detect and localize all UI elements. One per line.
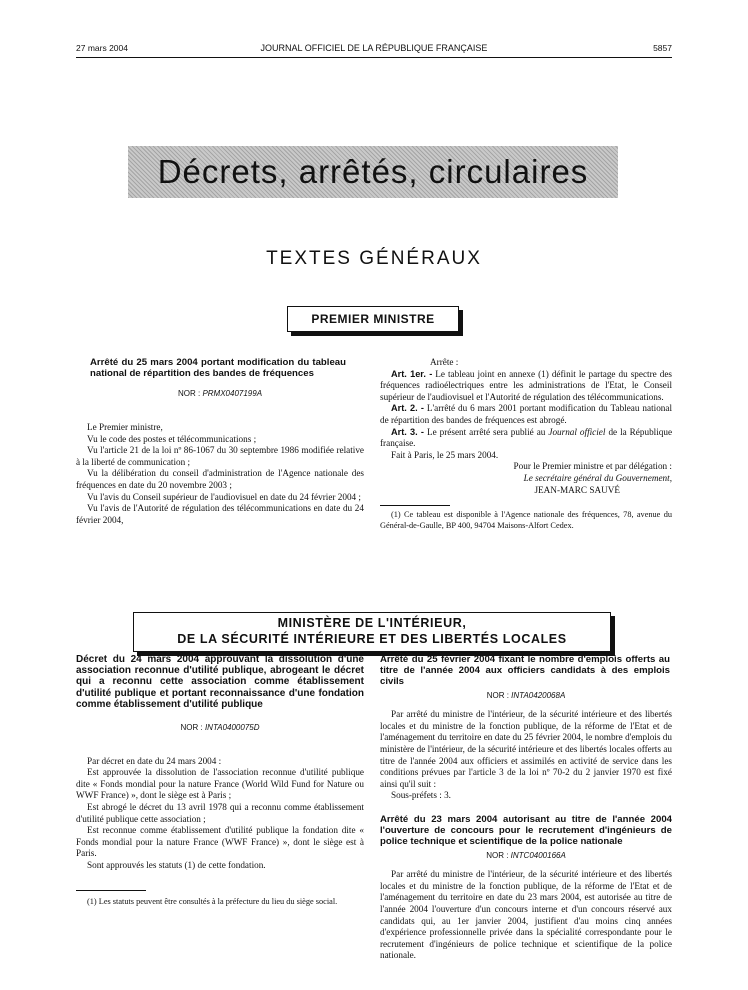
decret-para: Est approuvée la dissolution de l'association reconnue d'utilité publique dite « Fonds mondial pour la nature France (World Wild Fund for Nature ou WWF France) », dont le siège est à Paris ; (76, 767, 364, 801)
decret-para: Par décret en date du 24 mars 2004 : (87, 755, 222, 766)
arrete1-right-column (380, 357, 672, 531)
ministry-box-premier-ministre (287, 306, 459, 332)
header-date: 27 mars 2004 (76, 43, 128, 53)
nor-code: INTA0400075D (204, 723, 260, 733)
header-rule (76, 57, 672, 58)
signature-name: JEAN-MARC SAUVÉ (534, 484, 620, 495)
article-1-text: Le tableau joint en annexe (1) définit le partage du spectre des fréquences radioélectriques entre les administrations de l'Etat, le Conseil supérieur de l'audiovisuel et l'Autorité de régulation des télécommunications. (380, 368, 672, 402)
footnote-rule (76, 890, 146, 891)
decret-para: Est abrogé le décret du 13 avril 1978 qui a reconnu comme établissement d'utilité publique cette association ; (76, 801, 364, 824)
arrete3-para: Par arrêté du ministre de l'intérieur, de la sécurité intérieure et des libertés locales et du ministre de la fonction publique, de la réforme de l'Etat et de l'aménagement du territoire en date du 23 mars 2004, est autorisée au titre de l'année 2004 l'ouverture d'un concours interne et d'un concours réservé aux candidats qui, au 1er janvier 2004, justifient d'au moins cinq années d'expérience professionnelle privée dans la spécialité correspondante pour le recrutement d'ingénieurs de police technique et scientifique de la police nationale. (380, 869, 672, 961)
arrete1-title: Arrêté du 25 mars 2004 portant modification du tableau national de répartition des bandes de fréquences (90, 357, 346, 380)
nor-label: NOR : (486, 690, 509, 700)
arrete1-para: Le Premier ministre, (87, 422, 163, 432)
article-1 (380, 369, 672, 404)
article-3 (380, 427, 672, 450)
signature-line-1: Pour le Premier ministre et par délégation : (513, 461, 672, 472)
arrete2-title: Arrêté du 25 février 2004 fixant le nombre d'emplois offerts au titre de l'année 2004 aux officiers candidats à des emplois civils (380, 654, 670, 688)
arretes-right-column (380, 654, 672, 962)
nor-code: INTC0400166A (510, 850, 566, 860)
signature-line-2: Le secrétaire général du Gouvernement, (523, 472, 672, 483)
arrete2-nor (380, 690, 672, 702)
decret-para: Sont approuvés les statuts (1) de cette fondation. (87, 859, 266, 870)
section-banner (128, 146, 618, 198)
arrete1-para: Vu l'article 21 de la loi nº 86-1067 du 30 septembre 1986 modifiée relative à la liberté de communication ; (76, 445, 364, 467)
nor-label: NOR : (177, 389, 201, 399)
article-2 (380, 403, 672, 426)
fait-a-paris: Fait à Paris, le 25 mars 2004. (391, 449, 499, 460)
footnote-rule (380, 505, 450, 506)
header-page-number: 5857 (653, 43, 672, 53)
article-3-label: Art. 3. - (391, 426, 424, 437)
section-title: TEXTES GÉNÉRAUX (266, 248, 482, 269)
arrete1-para: Vu l'avis du Conseil supérieur de l'audiovisuel en date du 24 février 2004 ; (87, 491, 361, 502)
decret-column (76, 654, 364, 907)
ministry-name: PREMIER MINISTRE (311, 312, 435, 326)
footnote-text: (1) Les statuts peuvent être consultés à la préfecture du lieu du siège social. (87, 896, 338, 906)
arrete2-para: Par arrêté du ministre de l'intérieur, de la sécurité intérieure et des libertés locales et du ministre de la fonction publique, de la réforme de l'Etat et de l'aménagement du territoire en date du 25 février 2004, le nombre d'emplois du ministère de l'intérieur, de la sécurité intérieure et des libertés locales offerts au titre de l'année 2004 aux officiers et assimilés en activité de service dans les conditions prévues par l'article 3 de la loi nº 70-2 du 2 janvier 1970 est fixé ainsi qu'il suit : (380, 709, 672, 789)
ministry-box-interieur (133, 612, 611, 652)
arrete1-left-column (76, 357, 364, 526)
arrete1-para: Vu le code des postes et télécommunications ; (87, 433, 257, 444)
article-2-text: L'arrêté du 6 mars 2001 portant modification du Tableau national de répartition des bandes de fréquences est abrogé. (380, 403, 673, 425)
article-3-text-pre: Le présent arrêté sera publié au (426, 426, 546, 437)
arrete1-footnote (380, 510, 672, 531)
decret-footnote (76, 897, 364, 908)
arrete3-nor (380, 850, 672, 862)
arrete1-para: Vu la délibération du conseil d'administration de l'Agence nationale des fréquences en date du 20 novembre 2003 ; (76, 468, 364, 490)
banner-title: Décrets, arrêtés, circulaires (157, 153, 589, 190)
arrete1-para: Vu l'avis de l'Autorité de régulation des télécommunications en date du 24 février 2004, (76, 503, 364, 525)
arrete-word: Arrête : (430, 357, 459, 367)
decret-title: Décret du 24 mars 2004 approuvant la dissolution d'une association reconnue d'utilité publique, abrogeant le décret qui a reconnu cette association comme établissement d'utilité publique et portant reconnaissance d'une fondation comme établissement d'utilité publique (76, 654, 364, 710)
ministry-line-2: DE LA SÉCURITÉ INTÉRIEURE ET DES LIBERTÉS LOCALES (177, 632, 567, 646)
arrete2-para: Sous-préfets : 3. (391, 790, 451, 801)
decret-para: Est reconnue comme établissement d'utilité publique la fondation dite « Fonds mondial pour la nature France (WWF France) », dont le siège est à Paris. (76, 825, 364, 859)
article-3-text-post: de la République française. (380, 426, 673, 449)
nor-code: INTA0420068A (511, 690, 566, 700)
ministry-line-1: MINISTÈRE DE L'INTÉRIEUR, (277, 616, 467, 630)
article-3-journal: Journal officiel (548, 426, 606, 437)
nor-code: PRMX0407199A (202, 389, 263, 399)
decret-nor (76, 722, 364, 734)
header-journal-title: JOURNAL OFFICIEL DE LA RÉPUBLIQUE FRANÇAISE (260, 43, 488, 53)
article-2-label: Art. 2. - (391, 403, 424, 414)
arrete1-nor (76, 388, 364, 400)
article-1-label: Art. 1er. - (391, 368, 433, 379)
footnote-text: (1) Ce tableau est disponible à l'Agence nationale des fréquences, 78, avenue du Général-de-Gaulle, BP 400, 94704 Maisons-Alfort Cedex. (380, 510, 672, 530)
nor-label: NOR : (180, 723, 203, 733)
arrete3-title: Arrêté du 23 mars 2004 autorisant au titre de l'année 2004 l'ouverture de concours pour le recrutement d'ingénieurs de police technique et scientifique de la police nationale (380, 813, 672, 848)
nor-label: NOR : (486, 850, 509, 860)
